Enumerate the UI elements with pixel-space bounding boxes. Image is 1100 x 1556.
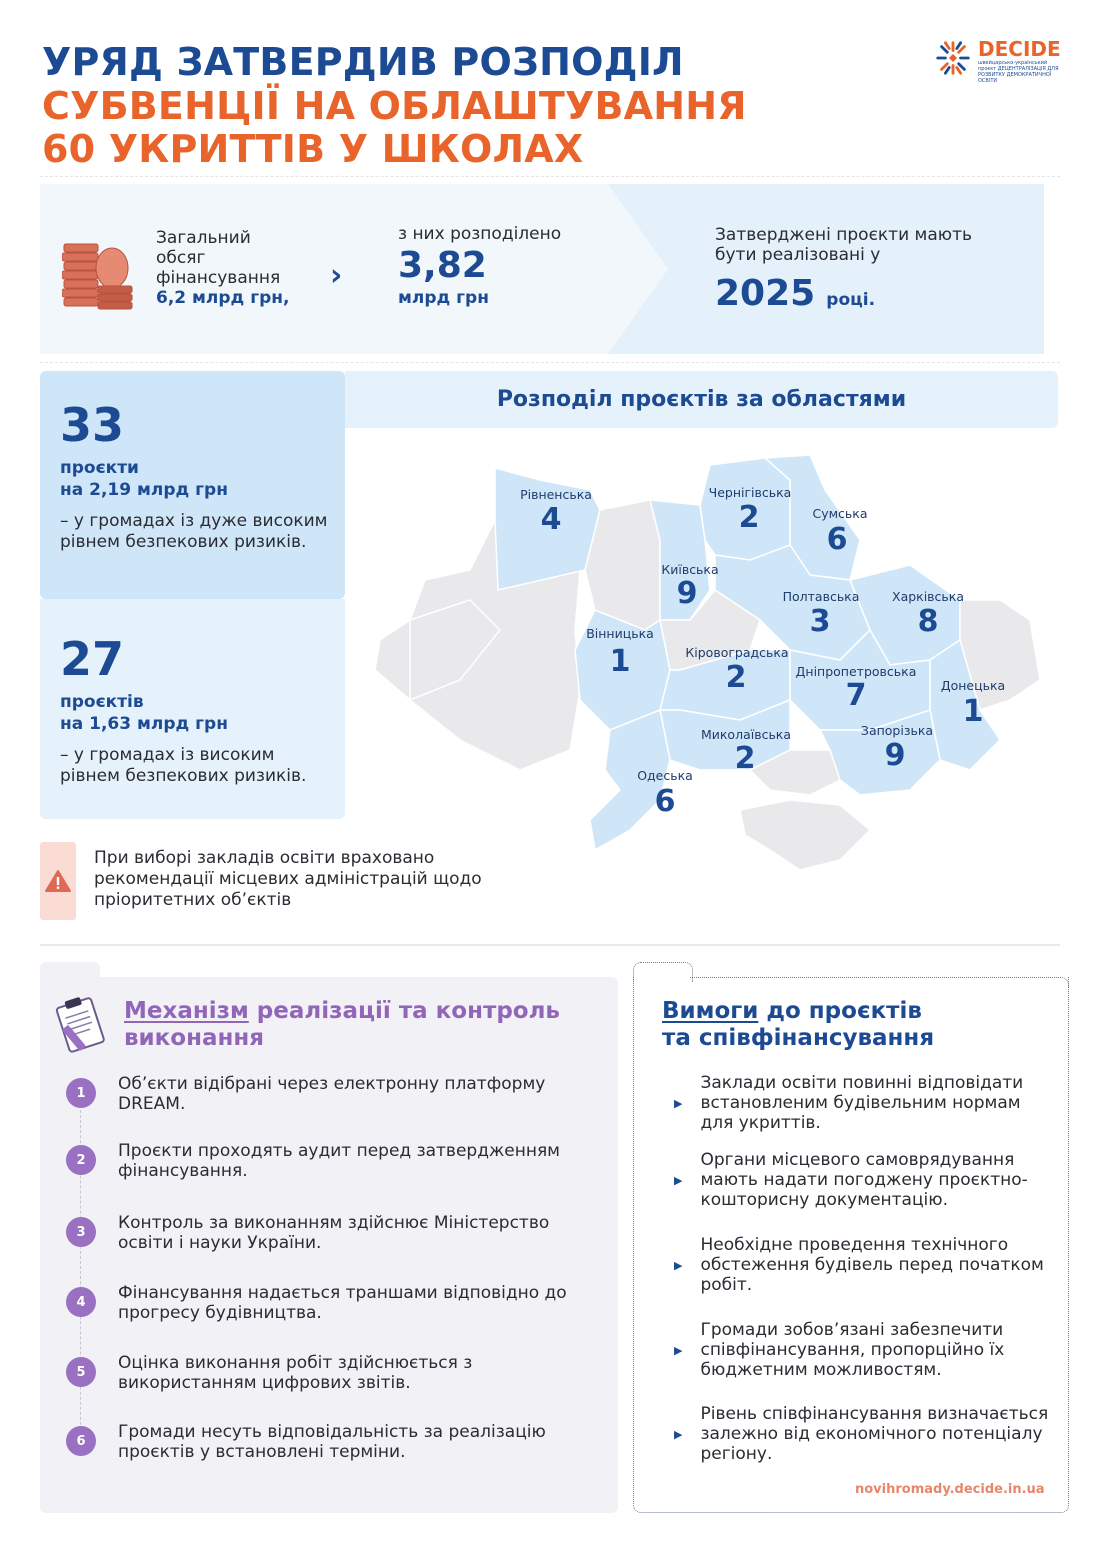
region-count-kyiv: 9 bbox=[676, 576, 698, 611]
stat-label: проєктів bbox=[60, 692, 144, 712]
ukraine-regions-map bbox=[370, 450, 1070, 910]
region-label-kharkiv: Харківська bbox=[892, 589, 964, 604]
region-count-kharkiv: 8 bbox=[917, 604, 939, 639]
distributed-block bbox=[398, 224, 561, 308]
triangle-bullet-icon: ▶ bbox=[674, 1343, 683, 1357]
step-text: Громади несуть відповідальність за реалізацію проєктів у встановлені терміни. bbox=[118, 1422, 546, 1462]
warning-badge bbox=[40, 842, 76, 920]
stat-amount: на 1,63 млрд грн bbox=[60, 714, 228, 734]
step-text: Оцінка виконання робіт здійснюється з використанням цифрових звітів. bbox=[118, 1353, 473, 1393]
triangle-bullet-icon: ▶ bbox=[674, 1258, 683, 1272]
logo-name: DECIDE bbox=[978, 37, 1061, 61]
step-text: Проєкти проходять аудит перед затвердженням фінансування. bbox=[118, 1141, 561, 1181]
distributed-unit: млрд грн bbox=[398, 288, 489, 308]
step-number: 3 bbox=[66, 1217, 96, 1247]
summary-divider bbox=[40, 362, 1060, 363]
title-line-1: УРЯД ЗАТВЕРДИВ РОЗПОДІЛ bbox=[42, 40, 684, 84]
map-title: Розподіл проєктів за областями bbox=[345, 371, 1058, 428]
step-text: Контроль за виконанням здійснює Міністерство освіти і науки України. bbox=[118, 1213, 550, 1253]
stat-amount: на 2,19 млрд грн bbox=[60, 480, 228, 500]
region-label-odesa: Одеська bbox=[637, 768, 693, 783]
region-count-donetsk: 1 bbox=[962, 694, 984, 729]
requirements-title: Вимоги до проєктів та співфінансування bbox=[662, 998, 935, 1051]
distributed-label: з них розподілено bbox=[398, 224, 562, 244]
stat-label: проєкти bbox=[60, 458, 139, 478]
requirement-item: ▶ Органи місцевого самоврядування мають надати погоджену проєктно-кошторисну документацію. bbox=[674, 1150, 1028, 1210]
stat-card-very-high-risk bbox=[40, 371, 345, 599]
decide-logo-icon bbox=[934, 38, 972, 78]
step-number: 6 bbox=[66, 1426, 96, 1456]
total-funding-value: 6,2 млрд грн, bbox=[156, 288, 290, 308]
mechanism-step bbox=[66, 1141, 606, 1181]
mechanism-step bbox=[66, 1353, 606, 1393]
logo-subtitle: швейцарсько-український проєкт ДЕЦЕНТРАЛІЗАЦІЯ ДЛЯ РОЗВИТКУ ДЕМОКРАТИЧНОЇ ОСВІТИ bbox=[978, 60, 1059, 84]
mechanism-step bbox=[66, 1422, 606, 1462]
stat-count: 33 bbox=[60, 398, 125, 452]
region-label-sumy: Сумська bbox=[812, 506, 868, 521]
region-label-kyiv: Київська bbox=[661, 562, 719, 577]
stat-count: 27 bbox=[60, 632, 125, 686]
requirement-item: ▶ Громади зобов’язані забезпечити співфінансування, пропорційно їх бюджетним можливостям. bbox=[674, 1320, 1005, 1380]
region-count-vinnytsia: 1 bbox=[609, 644, 631, 679]
warning-icon bbox=[45, 870, 71, 892]
coins-icon bbox=[62, 242, 134, 312]
warning-text: При виборі закладів освіти враховано рекомендації місцевих адміністрацій щодо пріоритетних об’єктів bbox=[94, 848, 482, 910]
deadline-suffix: році. bbox=[826, 290, 876, 310]
region-label-chernihiv: Чернігівська bbox=[708, 485, 792, 500]
step-number: 2 bbox=[66, 1145, 96, 1175]
region-count-zaporizhzhia: 9 bbox=[884, 738, 906, 773]
title-line-3: 60 УКРИТТІВ У ШКОЛАХ bbox=[42, 127, 584, 171]
step-text: Фінансування надається траншами відповідно до прогресу будівництва. bbox=[118, 1283, 567, 1323]
region-count-rivne: 4 bbox=[540, 502, 562, 537]
region-label-donetsk: Донецька bbox=[940, 678, 1006, 693]
title-line-2: СУБВЕНЦІЇ НА ОБЛАШТУВАННЯ bbox=[42, 84, 747, 128]
region-label-vinnytsia: Вінницька bbox=[586, 626, 654, 641]
region-label-rivne: Рівненська bbox=[520, 487, 592, 502]
stat-description: – у громадах із високим рівнем безпекових ризиків. bbox=[60, 745, 307, 786]
region-count-chernihiv: 2 bbox=[738, 500, 760, 535]
deadline-block: Затверджені проєкти мають бути реалізовані у 2025 році. bbox=[715, 225, 972, 314]
decide-logo bbox=[934, 38, 1064, 86]
region-count-sumy: 6 bbox=[826, 522, 848, 557]
header-divider bbox=[40, 176, 1060, 177]
region-label-poltava: Полтавська bbox=[782, 589, 860, 604]
region-label-zaporizhzhia: Запорізька bbox=[860, 723, 934, 738]
mechanism-step bbox=[66, 1074, 606, 1114]
website-link[interactable]: novihromady.decide.in.ua bbox=[855, 1482, 1045, 1497]
step-number: 4 bbox=[66, 1287, 96, 1317]
stat-description: – у громадах із дуже високим рівнем безпекових ризиків. bbox=[60, 511, 328, 552]
step-text: Об’єкти відібрані через електронну платформу DREAM. bbox=[118, 1074, 546, 1114]
total-funding-label: Загальний обсяг фінансування 6,2 млрд грн, bbox=[156, 228, 290, 308]
mechanism-step bbox=[66, 1283, 606, 1323]
step-number: 1 bbox=[66, 1078, 96, 1108]
distributed-value: 3,82 bbox=[398, 245, 487, 286]
triangle-bullet-icon: ▶ bbox=[674, 1096, 683, 1110]
step-number: 5 bbox=[66, 1357, 96, 1387]
section-divider bbox=[40, 944, 1060, 946]
mechanism-title: Механізм реалізації та контроль виконання bbox=[124, 998, 560, 1051]
triangle-bullet-icon: ▶ bbox=[674, 1173, 683, 1187]
region-label-mykolaiv: Миколаївська bbox=[700, 727, 792, 742]
requirement-item: ▶ Рівень співфінансування визначається залежно від економічного потенціалу регіону. bbox=[674, 1404, 1049, 1464]
requirement-item: ▶ Необхідне проведення технічного обстеження будівель перед початком робіт. bbox=[674, 1235, 1044, 1295]
region-count-kirovohrad: 2 bbox=[725, 660, 747, 695]
triangle-bullet-icon: ▶ bbox=[674, 1427, 683, 1441]
region-label-dnipro: Дніпропетровська bbox=[795, 664, 917, 679]
region-count-poltava: 3 bbox=[809, 604, 831, 639]
deadline-year: 2025 bbox=[715, 273, 816, 314]
stat-card-high-risk bbox=[40, 599, 345, 819]
requirement-item: ▶ Заклади освіти повинні відповідати встановленим будівельним нормам для укриттів. bbox=[674, 1073, 1024, 1133]
clipboard-icon bbox=[52, 994, 108, 1054]
region-count-mykolaiv: 2 bbox=[734, 741, 756, 776]
region-count-dnipro: 7 bbox=[845, 678, 867, 713]
region-count-odesa: 6 bbox=[654, 784, 676, 819]
chevron-right-icon: › bbox=[330, 258, 343, 293]
mechanism-step bbox=[66, 1213, 606, 1253]
region-label-kirovohrad: Кіровоградська bbox=[685, 645, 789, 660]
